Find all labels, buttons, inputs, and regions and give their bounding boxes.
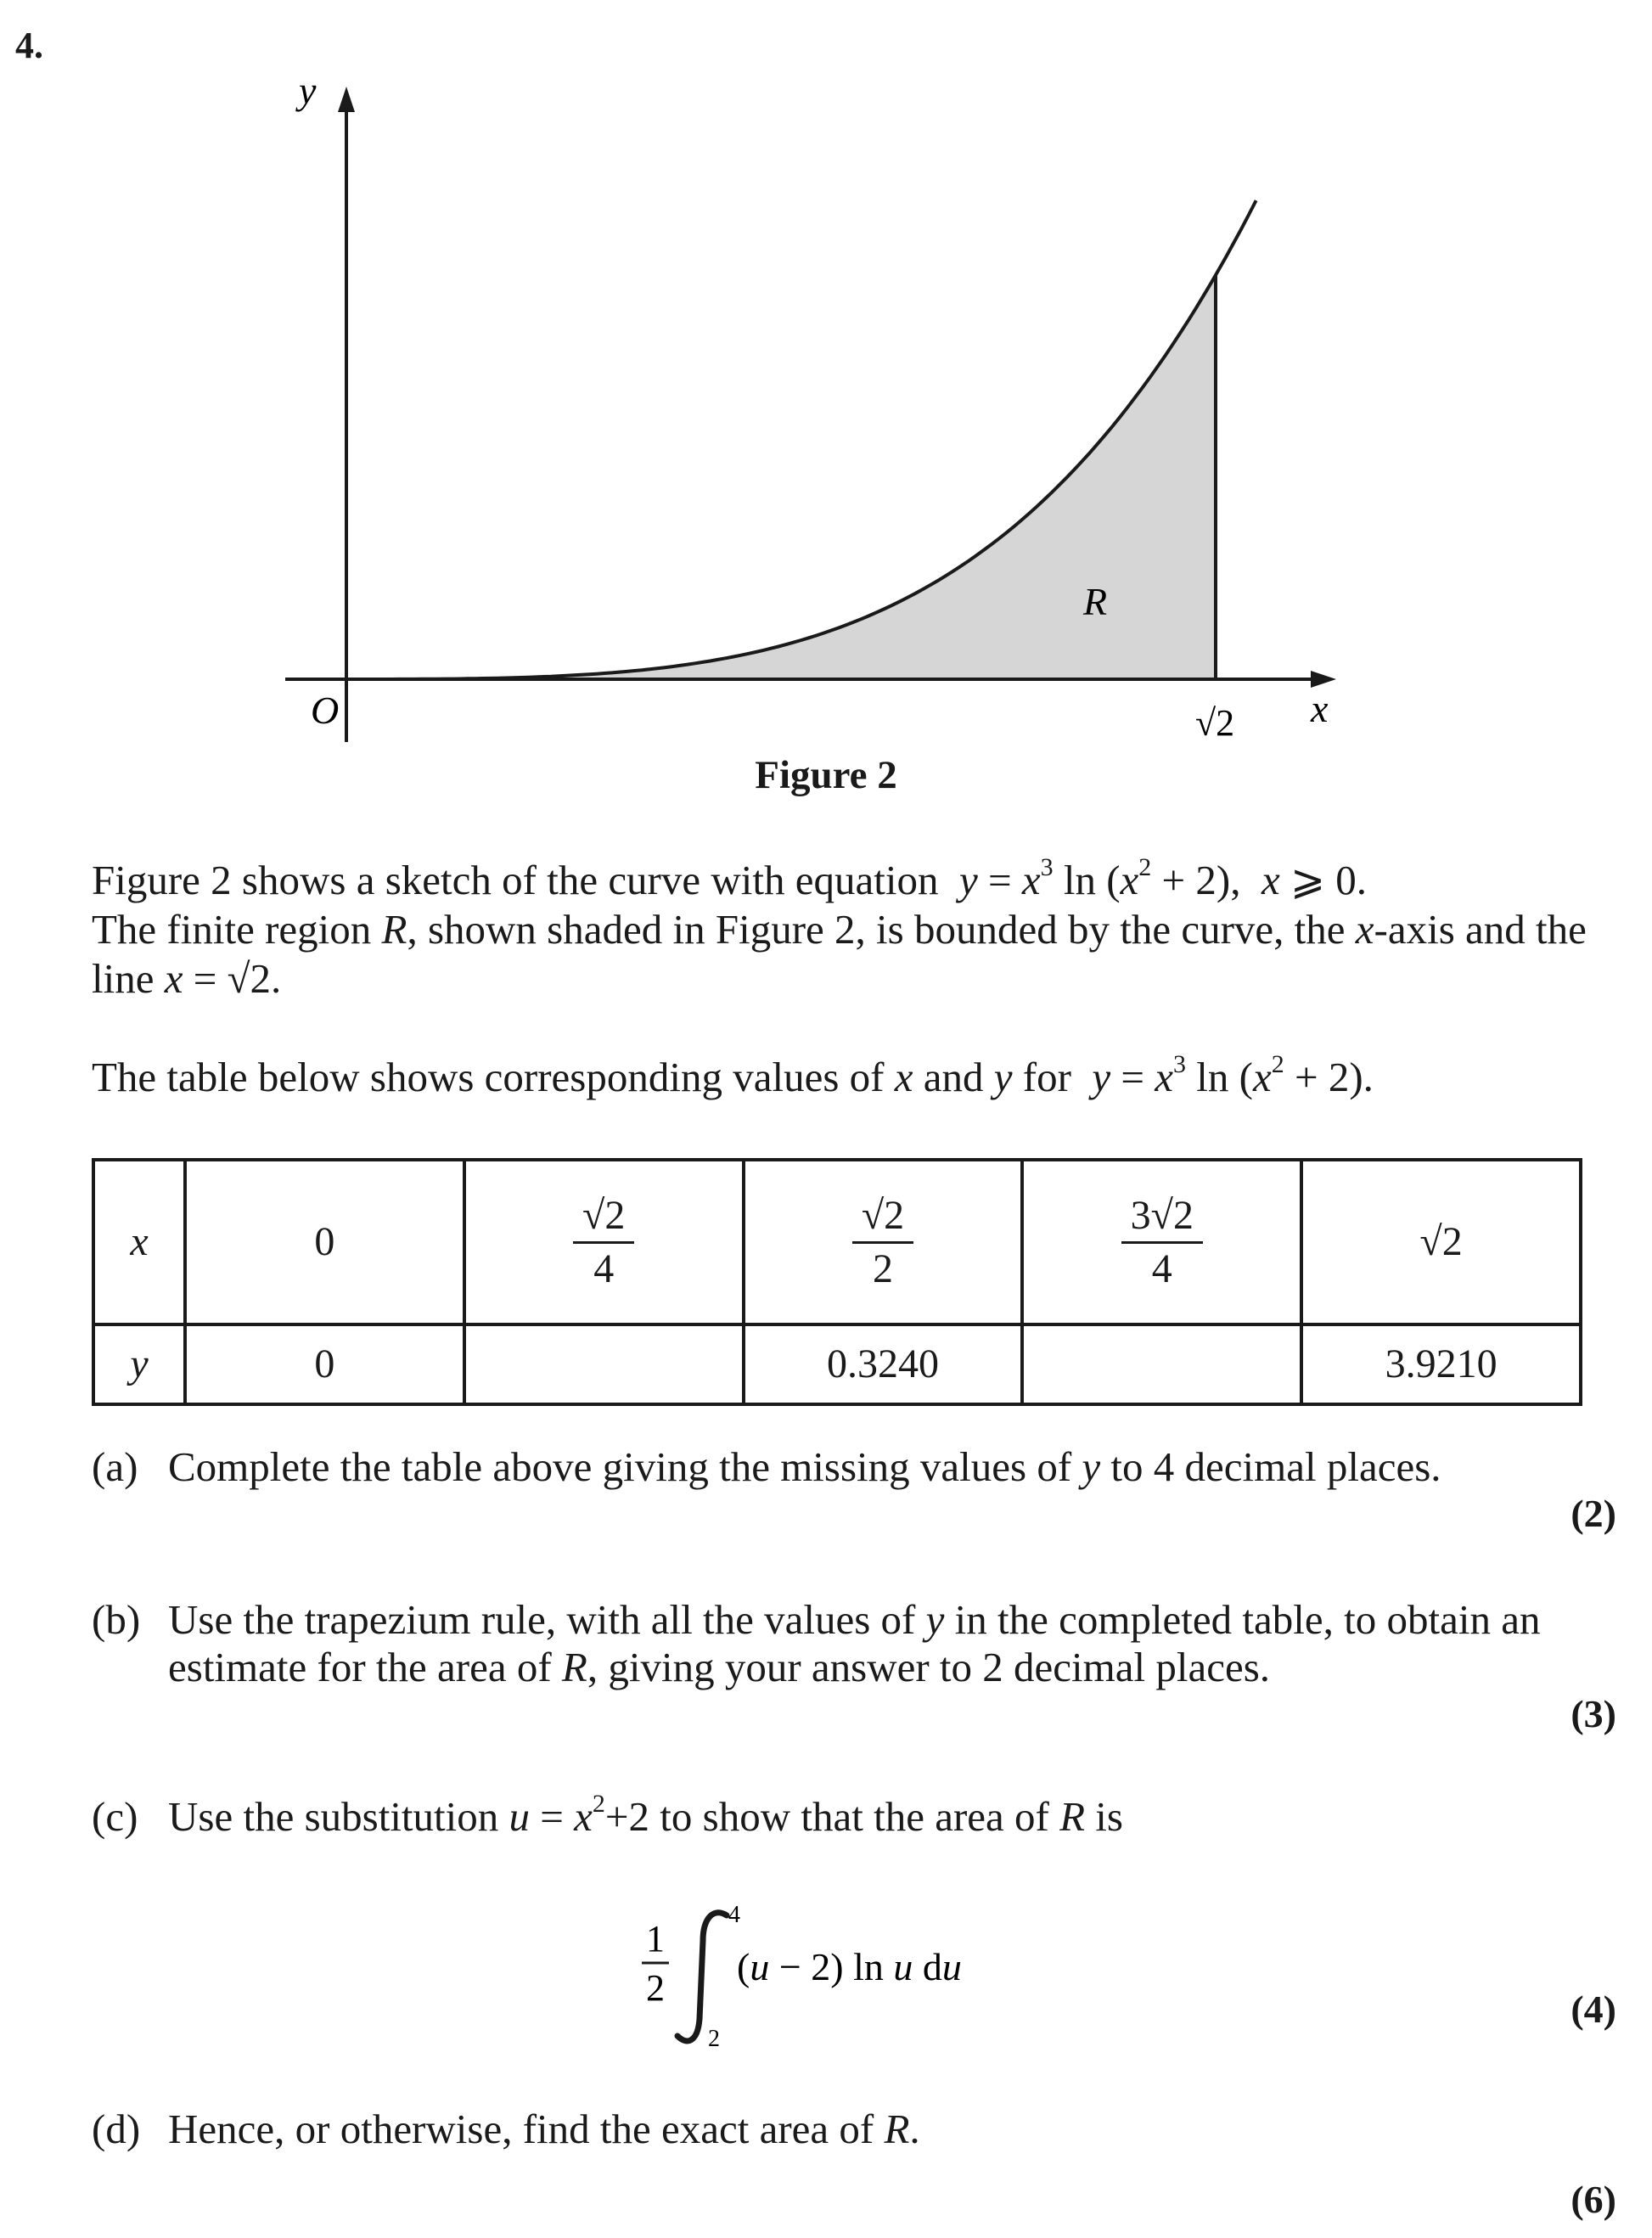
x-value: $\frac{√2}{2}$ — [744, 1160, 1023, 1324]
intro-line-1: Figure 2 shows a sketch of the curve with equation $y = x^3$ $\ln (x^2 + 2)$, x ⩾ 0. — [92, 853, 1368, 903]
x-row — [93, 1160, 1581, 1324]
x-value: √2 — [1301, 1160, 1581, 1324]
part-c-marks: (4) — [1571, 1988, 1616, 2031]
figure-caption: Figure 2 — [755, 753, 897, 797]
integral-coef-num: 1 — [646, 1918, 665, 1960]
integral-expression — [594, 1900, 1104, 2053]
part-b-line-1: (b) Use the trapezium rule, with all the values of y in the completed table, to obtain an — [92, 1596, 1541, 1643]
integral-upper-limit: 4 — [728, 1902, 740, 1928]
y-value: 3.9210 — [1301, 1324, 1581, 1404]
origin-label: O — [311, 689, 340, 732]
part-b-line-2: estimate for the area of R, giving your answer to 2 decimal places. — [168, 1644, 1271, 1690]
part-d: (d) Hence, or otherwise, find the exact area of R. — [92, 2106, 920, 2152]
y-row-label: y — [93, 1324, 185, 1404]
table-intro: The table below shows corresponding values of x and y for $y = x^3$ $\ln (x^2 + 2)$. — [92, 1050, 1374, 1100]
x-value: 0 — [185, 1160, 464, 1324]
boundary-label: √2 — [1195, 702, 1235, 744]
x-axis-label: x — [1311, 687, 1329, 730]
part-c: (c) Use the substitution $u = x^2+2$ to show that the area of R is — [92, 1790, 1123, 1840]
part-a-marks: (2) — [1571, 1492, 1616, 1535]
intro-line-2: The finite region R, shown shaded in Figure 2, is bounded by the curve, the x-axis and the — [92, 906, 1587, 953]
x-axis-arrow — [1311, 671, 1336, 688]
y-axis-label: y — [299, 69, 317, 112]
figure-2-sketch — [0, 0, 1652, 815]
integral-lower-limit: 2 — [708, 2026, 720, 2052]
y-value-blank[interactable] — [464, 1324, 744, 1404]
y-value: 0.3240 — [744, 1324, 1023, 1404]
values-table — [92, 1158, 1582, 1406]
integral-coef-den: 2 — [646, 1967, 665, 2009]
integral-sign — [677, 1913, 727, 2041]
question-number: 4. — [15, 25, 43, 66]
intro-line-3: line x = √2. — [92, 955, 282, 1002]
y-value: 0 — [185, 1324, 464, 1404]
region-label: R — [1083, 580, 1108, 623]
y-axis-arrow — [338, 87, 355, 112]
part-a: (a) Complete the table above giving the missing values of y to 4 decimal places. — [92, 1443, 1441, 1490]
y-value-blank[interactable] — [1022, 1324, 1301, 1404]
part-d-marks: (6) — [1571, 2178, 1616, 2221]
y-row — [93, 1324, 1581, 1404]
x-value: $\frac{√2}{4}$ — [464, 1160, 744, 1324]
x-value: $\frac{3√2}{4}$ — [1022, 1160, 1301, 1324]
part-b-marks: (3) — [1571, 1692, 1616, 1735]
integral-body: (u − 2) ln u du — [737, 1945, 962, 1988]
x-row-label: x — [93, 1160, 185, 1324]
